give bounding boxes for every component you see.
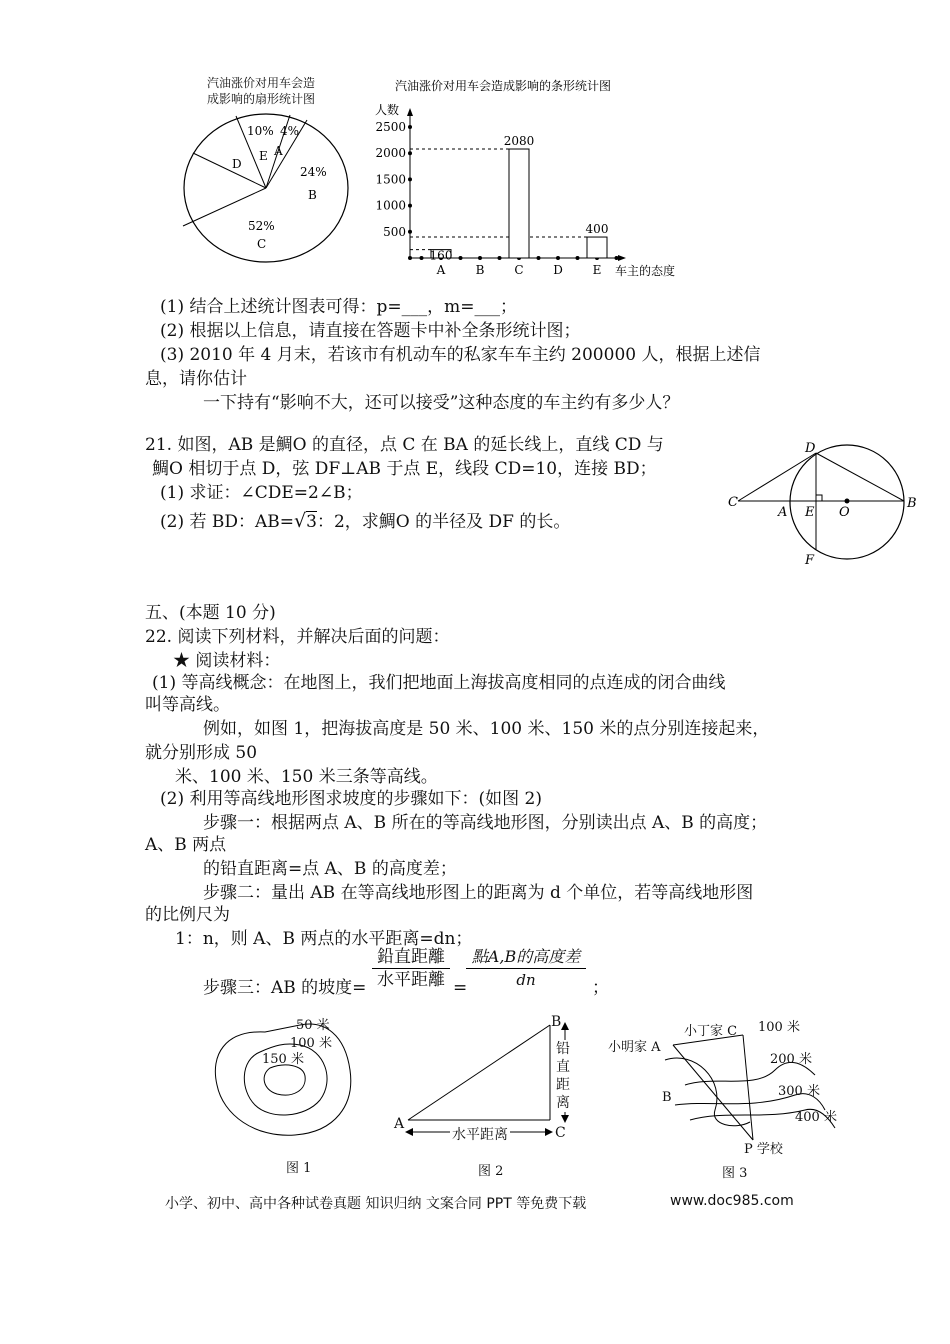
fig-label-c: C — [728, 495, 738, 510]
y-tick — [408, 230, 412, 234]
x-tick — [498, 256, 502, 260]
x-tick-label: E — [592, 263, 602, 277]
fig3-height-100: 100 米 — [758, 1020, 800, 1035]
bar-chart-title: 汽油涨价对用车会造成影响的条形统计图 — [395, 79, 612, 93]
step3-end: ； — [592, 978, 609, 998]
x-tick — [615, 256, 619, 260]
fig-label-d: D — [805, 441, 816, 456]
x-tick — [459, 256, 463, 260]
fig-label-f: F — [805, 553, 815, 568]
fig2-label-b: B — [551, 1014, 562, 1030]
q21-line4-a: (2) 若 BD：AB= — [160, 512, 295, 532]
pie-title-line1: 汽油涨价对用车会造 — [207, 76, 316, 90]
sqrt-radicand: 3 — [306, 512, 317, 532]
y-tick — [408, 151, 412, 155]
fig-label-o: O — [839, 505, 850, 520]
x-tick — [478, 256, 482, 260]
y-tick-label: 2000 — [375, 146, 406, 161]
q20-part2: (2) 根据以上信息，请直接在答题卡中补全条形统计图； — [160, 321, 581, 341]
q20-part1: (1) 结合上述统计图表可得：p=___，m=___； — [160, 297, 517, 317]
q21-line1: 21. 如图，AB 是鯛O 的直径，点 C 在 BA 的延长线上，直线 CD 与 — [145, 435, 664, 455]
fig3-xiaoding-home: 小丁家 C — [684, 1024, 738, 1039]
bar-chart-ylabel: 人数 — [375, 103, 400, 117]
fig3-height-300: 300 米 — [778, 1084, 820, 1099]
fraction-1-denominator: 水平距離 — [377, 970, 445, 990]
pie-chart — [180, 110, 355, 265]
fraction-2-numerator: 點A,B的高度差 — [466, 946, 586, 969]
pie-label-b: B — [308, 188, 317, 202]
bar-C — [509, 149, 529, 258]
q21-figure — [725, 438, 925, 568]
q21-line4-b: ：2，求鯛O 的半径及 DF 的长。 — [316, 512, 571, 532]
fig3-height-400: 400 米 — [795, 1110, 837, 1125]
fig2-label-c: C — [555, 1125, 566, 1141]
x-origin-dot — [408, 256, 412, 260]
q21-line3: (1) 求证：∠CDE=2∠B； — [160, 483, 363, 503]
y-tick — [408, 125, 412, 129]
fig3-xiaoming-home: 小明家 A — [608, 1040, 661, 1055]
fig3-label-b: B — [662, 1090, 672, 1105]
q22-intro: 22. 阅读下列材料，并解决后面的问题： — [145, 627, 450, 647]
pie-label-e: E — [259, 149, 268, 163]
equals-sign: = — [453, 978, 468, 998]
y-tick — [408, 204, 412, 208]
y-tick-label: 500 — [383, 224, 406, 239]
fraction-2-denominator: dn — [516, 971, 536, 989]
fig2-label-a: A — [394, 1116, 405, 1132]
bar-value-label: 400 — [585, 222, 609, 237]
fig1-label-100: 100 米 — [290, 1036, 332, 1051]
step3-a: 步骤三：AB 的坡度= — [203, 978, 367, 998]
q20-part3b: 息，请你估计 — [145, 369, 247, 389]
fraction-1 — [372, 946, 450, 991]
contour-concept-b: 叫等高线。 — [145, 695, 230, 715]
pie-label-a: A — [274, 144, 283, 158]
contour-concept-a: (1) 等高线概念：在地图上，我们把地面上海拔高度相同的点连成的闭合曲线 — [152, 673, 726, 693]
contour-concept-d: 就分别形成 50 — [145, 743, 258, 763]
bar-value-label: 2080 — [503, 134, 535, 149]
bar-chart — [360, 72, 690, 280]
fig3-school: P 学校 — [744, 1142, 783, 1157]
pie-label-pct-c: 52% — [248, 219, 275, 233]
x-tick-label: C — [514, 263, 524, 277]
fraction-1-numerator: 鉛直距離 — [372, 946, 450, 969]
pie-label-pct-e: 10% — [247, 124, 274, 138]
q20-part3c: 一下持有“影响不大，还可以接受”这种态度的车主约有多少人？ — [203, 393, 680, 413]
fig1-label-50: 50 米 — [296, 1018, 330, 1033]
x-axis-arrow — [618, 255, 626, 261]
bar-E — [587, 237, 607, 258]
x-tick — [537, 256, 541, 260]
pie-label-c: C — [257, 237, 267, 251]
contour-concept-e: 米、100 米、150 米三条等高线。 — [175, 767, 438, 787]
step2-a: 步骤二：量出 AB 在等高线地形图上的距离为 d 个单位，若等高线地形图 — [203, 883, 754, 903]
y-axis-arrow — [407, 108, 413, 116]
x-tick-label: A — [436, 263, 446, 277]
step2-c: 1：n，则 A、B 两点的水平距离=dn； — [175, 929, 473, 949]
x-tick — [576, 256, 580, 260]
bar-value-label: 160 — [429, 248, 453, 263]
fig1-caption: 图 1 — [286, 1161, 312, 1176]
fig1-label-150: 150 米 — [262, 1052, 304, 1067]
fig-label-b: B — [907, 496, 917, 511]
fig3-height-200: 200 米 — [770, 1052, 812, 1067]
sqrt-sign: √ — [294, 510, 307, 532]
fig-label-e: E — [805, 505, 815, 520]
slope-steps-intro: (2) 利用等高线地形图求坡度的步骤如下：(如图 2) — [160, 789, 542, 809]
x-tick-label: B — [475, 263, 485, 277]
x-tick — [420, 256, 424, 260]
pie-label-pct-a: 4% — [280, 124, 300, 138]
y-tick — [408, 177, 412, 181]
step1-c: 的铅直距离=点 A、B 的高度差； — [203, 859, 457, 879]
fig2-horizontal-distance: 水平距离 — [450, 1124, 510, 1144]
q21-line2: 鯛O 相切于点 D，弦 DF⊥AB 于点 E，线段 CD=10，连接 BD； — [152, 459, 657, 479]
fig3-caption: 图 3 — [722, 1166, 748, 1181]
x-tick — [556, 256, 560, 260]
q20-part3: (3) 2010 年 4 月末，若该市有机动车的私家车车主约 200000 人，根据上述信 — [160, 345, 761, 365]
y-tick-label: 1500 — [375, 172, 406, 187]
fraction-2 — [466, 946, 586, 991]
bar-chart-xlabel: 车主的态度 — [615, 264, 676, 278]
contour-concept-c: 例如，如图 1，把海拔高度是 50 米、100 米、150 米的点分别连接起来， — [203, 719, 770, 739]
step1-b: A、B 两点 — [145, 835, 227, 855]
pie-label-pct-b: 24% — [300, 165, 327, 179]
step2-b: 的比例尺为 — [145, 905, 230, 925]
footer-text: 小学、初中、高中各种试卷真题 知识归纳 文案合同 PPT 等免费下载 — [165, 1196, 587, 1212]
q21-line4 — [160, 510, 570, 533]
y-tick-label: 1000 — [375, 198, 406, 213]
pie-label-d: D — [232, 157, 242, 171]
footer-url[interactable]: www.doc985.com — [670, 1193, 794, 1209]
pie-title-line2: 成影响的扇形统计图 — [207, 92, 316, 106]
fig-label-a: A — [778, 505, 788, 520]
x-tick-label: D — [553, 263, 563, 277]
reading-material: ★ 阅读材料： — [173, 651, 281, 671]
fig2-caption: 图 2 — [478, 1164, 504, 1179]
fig2-vertical-distance: 铅直距离 — [556, 1041, 570, 1111]
y-tick-label: 2500 — [375, 120, 406, 134]
section5-heading: 五、(本题 10 分) — [145, 603, 276, 623]
step1-a: 步骤一：根据两点 A、B 所在的等高线地形图，分别读出点 A、B 的高度； — [203, 813, 768, 833]
figure-1-contours — [205, 1010, 365, 1145]
